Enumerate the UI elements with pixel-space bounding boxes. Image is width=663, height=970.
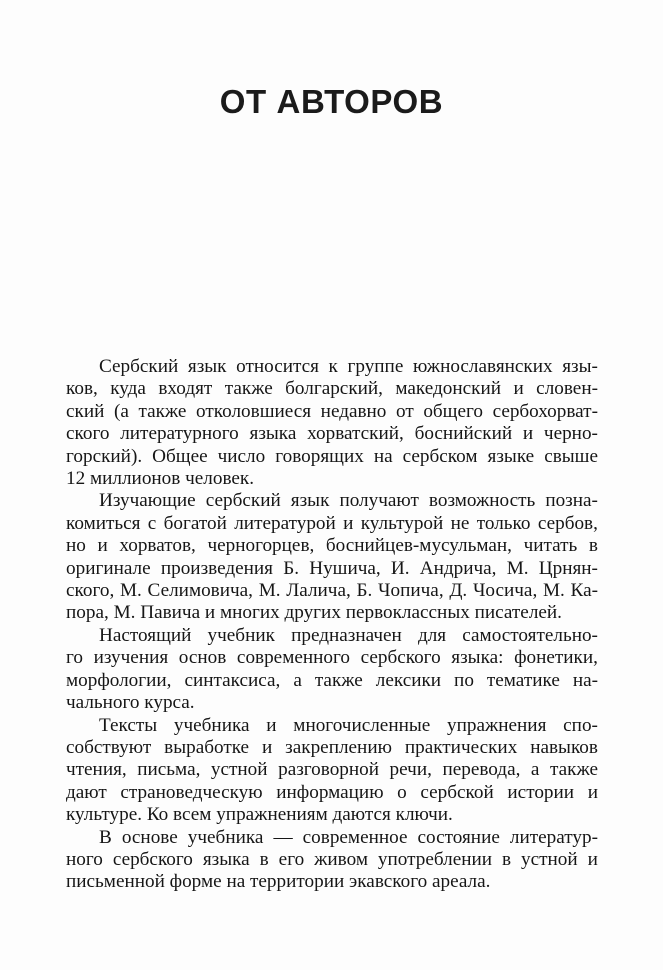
paragraph-p4 [66, 715, 598, 827]
text-line: собствуют выработке и закреплению практических навыков [66, 736, 598, 758]
paragraph-p5 [66, 827, 598, 894]
text-line: горский). Общее число говорящих на сербском языке свыше [66, 445, 598, 467]
text-line: морфологии, синтаксиса, а также лексики по тематике на- [66, 669, 598, 691]
paragraph-p2 [66, 490, 598, 624]
text-line: Настоящий учебник предназначен для самостоятельно- [99, 624, 598, 646]
text-line: чтения, письма, устной разговорной речи, перевода, а также [66, 759, 598, 781]
text-line: ского, М. Селимовича, М. Лалича, Б. Чопича, Д. Чосича, М. Ка- [66, 580, 598, 602]
text-line: но и хорватов, черногорцев, боснийцев-мусульман, читать в [66, 535, 598, 557]
text-line: ский (а также отколовшиеся недавно от общего сербохорват- [66, 400, 598, 422]
text-line: ков, куда входят также болгарский, македонский и словен- [66, 378, 598, 400]
text-line: Изучающие сербский язык получают возможность позна- [99, 490, 598, 512]
text-line: Сербский язык относится к группе южнославянских язы- [99, 356, 598, 377]
text-line: пора, М. Павича и многих других первоклассных писателей. [66, 602, 562, 624]
text-line: письменной форме на территории экавского ареала. [66, 871, 491, 893]
text-line: 12 миллионов человек. [66, 468, 255, 490]
body-text-block [66, 356, 598, 894]
paragraph-p1 [66, 356, 598, 490]
paragraph-p3 [66, 625, 598, 715]
text-line: оригинале произведения Б. Нушича, И. Андрича, М. Црнян- [66, 557, 598, 579]
text-line: комиться с богатой литературой и культурой не только сербов, [66, 512, 598, 534]
text-line: ного сербского языка в его живом употреблении в устной и [66, 848, 598, 870]
text-line: чального курса. [66, 692, 195, 714]
text-line: дают страноведческую информацию о сербской истории и [66, 781, 598, 803]
text-line: го изучения основ современного сербского языка: фонетики, [66, 647, 598, 669]
text-line: В основе учебника — современное состояние литератур- [99, 826, 598, 848]
page-title: ОТ АВТОРОВ [219, 83, 444, 121]
text-line: ского литературного языка хорватский, боснийский и черно- [66, 423, 598, 445]
text-line: Тексты учебника и многочисленные упражнения спо- [99, 714, 598, 736]
text-line: культуре. Ко всем упражнениям даются ключи. [66, 804, 453, 826]
